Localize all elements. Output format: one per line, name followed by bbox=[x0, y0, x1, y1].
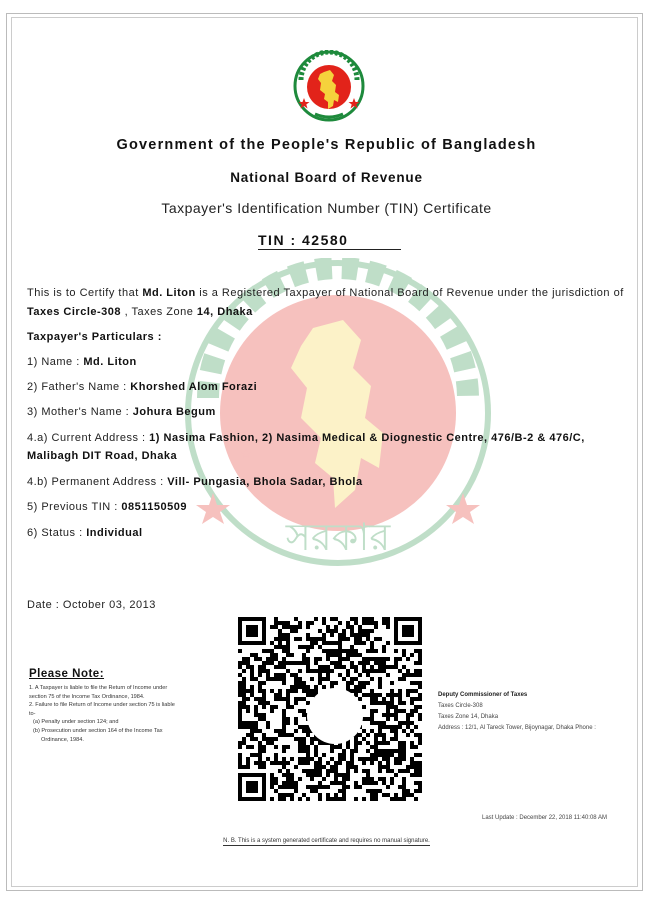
certify-line-2 bbox=[27, 306, 253, 318]
officer-address: Address : 12/1, Al Tareck Tower, Bijoynagar, Dhaka Phone : bbox=[438, 725, 596, 731]
government-title: Government of the People's Republic of Bangladesh bbox=[116, 137, 537, 153]
note-line: Ordinance, 1984. bbox=[41, 736, 84, 743]
government-emblem-icon bbox=[293, 50, 365, 122]
watermark-emblem-icon bbox=[183, 258, 493, 568]
issue-date: Date : October 03, 2013 bbox=[27, 599, 156, 611]
particulars-heading: Taxpayer's Particulars : bbox=[27, 331, 162, 343]
mother-row bbox=[27, 406, 216, 418]
officer-circle: Taxes Circle-308 bbox=[438, 703, 483, 709]
father-value: Khorshed Alom Forazi bbox=[130, 381, 258, 393]
permanent-address-value: Vill- Pungasia, Bhola Sadar, Bhola bbox=[167, 476, 363, 488]
father-row bbox=[27, 381, 257, 393]
name-value: Md. Liton bbox=[83, 356, 137, 368]
previous-tin-row bbox=[27, 501, 187, 513]
note-list bbox=[29, 684, 175, 744]
tax-zone: 14, Dhaka bbox=[196, 306, 253, 318]
note-line: (a) Penalty under section 124; and bbox=[33, 719, 119, 726]
previous-tin-value: 0851150509 bbox=[121, 501, 187, 513]
permanent-address-label: 4.b) Permanent Address : bbox=[27, 476, 168, 488]
tin-number: TIN : 42580 bbox=[258, 232, 401, 250]
tax-circle: Taxes Circle-308 bbox=[27, 306, 122, 318]
mother-value: Johura Begum bbox=[132, 406, 216, 418]
current-address-value: 1) Nasima Fashion, 2) Nasima Medical & Diognestic Centre, 476/B-2 & 476/C, bbox=[149, 432, 585, 444]
officer-zone: Taxes Zone 14, Dhaka bbox=[438, 714, 499, 720]
certify-text: This is to Certify that bbox=[27, 287, 143, 299]
father-label: 2) Father's Name : bbox=[27, 381, 131, 393]
nbr-title: National Board of Revenue bbox=[230, 170, 423, 185]
note-line: to- bbox=[29, 710, 36, 717]
footer-text: N. B. This is a system generated certificate and requires no manual signature. bbox=[223, 838, 430, 844]
svg-text:সরকার: সরকার bbox=[285, 515, 391, 559]
last-update: Last Update : December 22, 2018 11:40:08 AM bbox=[482, 815, 607, 821]
name-label: 1) Name : bbox=[27, 356, 84, 368]
note-line: (b) Prosecution under section 164 of the Income Tax bbox=[33, 727, 163, 734]
certify-line-1 bbox=[27, 287, 627, 299]
permanent-address-row bbox=[27, 476, 363, 488]
certify-text-3: , Taxes Zone bbox=[121, 306, 197, 318]
note-title: Please Note: bbox=[29, 668, 105, 680]
name-row bbox=[27, 356, 137, 368]
status-row bbox=[27, 527, 143, 539]
current-address-value-2: Malibagh DIT Road, Dhaka bbox=[27, 450, 178, 462]
note-line: 2. Failure to file Return of Income under section 75 is liable bbox=[29, 702, 175, 709]
footer-note bbox=[0, 838, 653, 844]
certify-name: Md. Liton bbox=[142, 287, 196, 299]
note-line: section 75 of the Income Tax Ordinance, 1984. bbox=[29, 693, 145, 700]
mother-label: 3) Mother's Name : bbox=[27, 406, 133, 418]
current-address-label: 4.a) Current Address : bbox=[27, 432, 150, 444]
qr-center-logo bbox=[307, 688, 363, 744]
status-label: 6) Status : bbox=[27, 527, 87, 539]
officer-title: Deputy Commissioner of Taxes bbox=[438, 692, 528, 698]
status-value: Individual bbox=[86, 527, 143, 539]
note-line: 1. A Taxpayer is liable to file the Return of Income under bbox=[29, 685, 168, 691]
current-address-row bbox=[27, 432, 585, 444]
certify-text-2: is a Registered Taxpayer of National Board of Revenue under the jurisdiction of bbox=[195, 287, 624, 299]
previous-tin-label: 5) Previous TIN : bbox=[27, 501, 122, 513]
officer-block bbox=[438, 690, 596, 734]
certificate-title: Taxpayer's Identification Number (TIN) Certificate bbox=[161, 200, 492, 216]
